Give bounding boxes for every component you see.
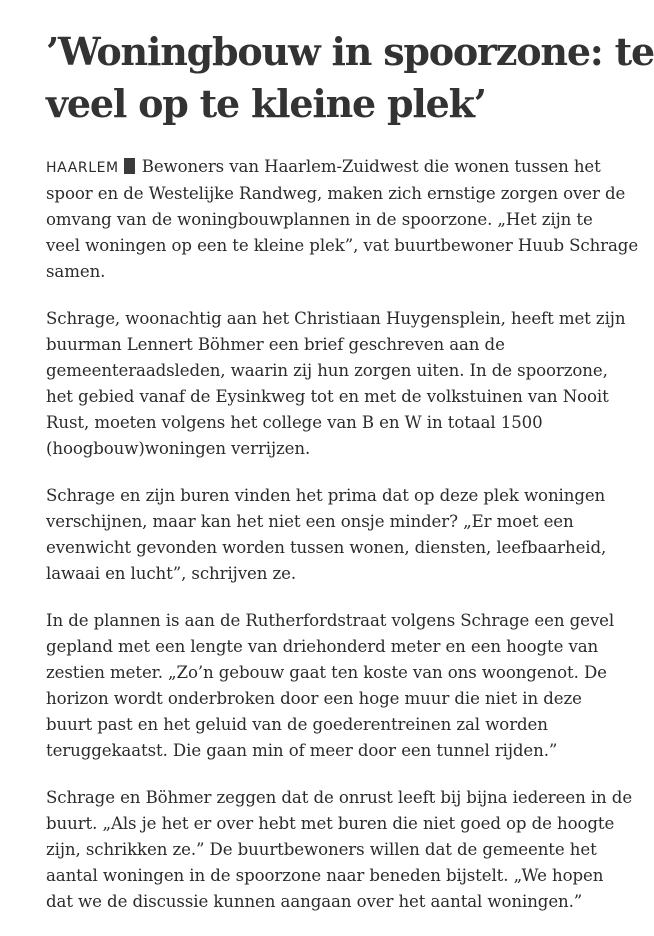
headline xyxy=(46,26,654,130)
paragraph-line: dat we de discussie kunnen aangaan over het aantal woningen.” xyxy=(46,892,583,911)
paragraph-line: spoor en de Westelijke Randweg, maken zich ernstige zorgen over de xyxy=(46,184,626,203)
paragraph-line: samen. xyxy=(46,262,106,281)
paragraph-5 xyxy=(46,785,636,915)
paragraph-line: buurt past en het geluid van de goederentreinen zal worden xyxy=(46,715,548,734)
paragraph-line: het gebied vanaf de Eysinkweg tot en met de volkstuinen van Nooit xyxy=(46,387,609,406)
paragraph-line: omvang van de woningbouwplannen in de spoorzone. „Het zijn te xyxy=(46,210,593,229)
paragraph-line: Schrage en zijn buren vinden het prima dat op deze plek woningen xyxy=(46,486,606,505)
headline-line: ’Woningbouw in spoorzone: te xyxy=(46,29,654,74)
paragraph-2 xyxy=(46,306,636,462)
paragraph-line: aantal woningen in de spoorzone naar beneden bijstelt. „We hopen xyxy=(46,866,604,885)
paragraph-line: lawaai en lucht”, schrijven ze. xyxy=(46,564,297,583)
paragraph-line: Rust, moeten volgens het college van B en W in totaal 1500 xyxy=(46,413,543,432)
paragraph-line: Schrage, woonachtig aan het Christiaan Huygensplein, heeft met zijn xyxy=(46,309,626,328)
paragraph-line: veel woningen op een te kleine plek”, vat buurtbewoner Huub Schrage xyxy=(46,236,639,255)
paragraph-line: horizon wordt onderbroken door een hoge muur die niet in deze xyxy=(46,689,582,708)
article xyxy=(46,26,654,936)
paragraph-line: gepland met een lengte van driehonderd meter en een hoogte van xyxy=(46,637,599,656)
paragraph-1 xyxy=(46,154,639,285)
paragraph-4 xyxy=(46,608,636,764)
dateline: HAARLEM xyxy=(46,160,119,176)
paragraph-line: In de plannen is aan de Rutherfordstraat volgens Schrage een gevel xyxy=(46,611,615,630)
paragraph-line: Schrage en Böhmer zeggen dat de onrust leeft bij bijna iedereen in de xyxy=(46,788,633,807)
headline-line: veel op te kleine plek’ xyxy=(46,81,486,126)
paragraph-3 xyxy=(46,483,636,587)
paragraph-line: buurt. „Als je het er over hebt met buren die niet goed op de hoogte xyxy=(46,814,615,833)
paragraph-line: buurman Lennert Böhmer een brief geschreven aan de xyxy=(46,335,505,354)
paragraph-line: zestien meter. „Zo’n gebouw gaat ten koste van ons woongenot. De xyxy=(46,663,607,682)
paragraph-line: HAARLEM Bewoners van Haarlem-Zuidwest die wonen tussen het xyxy=(46,157,601,176)
paragraph-line: verschijnen, maar kan het niet een onsje minder? „Er moet een xyxy=(46,512,574,531)
dateline-block-icon xyxy=(124,158,135,174)
paragraph-line: evenwicht gevonden worden tussen wonen, diensten, leefbaarheid, xyxy=(46,538,607,557)
paragraph-line: gemeenteraadsleden, waarin zij hun zorgen uiten. In de spoorzone, xyxy=(46,361,608,380)
paragraph-line: teruggekaatst. Die gaan min of meer door een tunnel rijden.” xyxy=(46,741,558,760)
paragraph-line: zijn, schrikken ze.” De buurtbewoners willen dat de gemeente het xyxy=(46,840,597,859)
paragraph-line: (hoogbouw)woningen verrijzen. xyxy=(46,439,311,458)
